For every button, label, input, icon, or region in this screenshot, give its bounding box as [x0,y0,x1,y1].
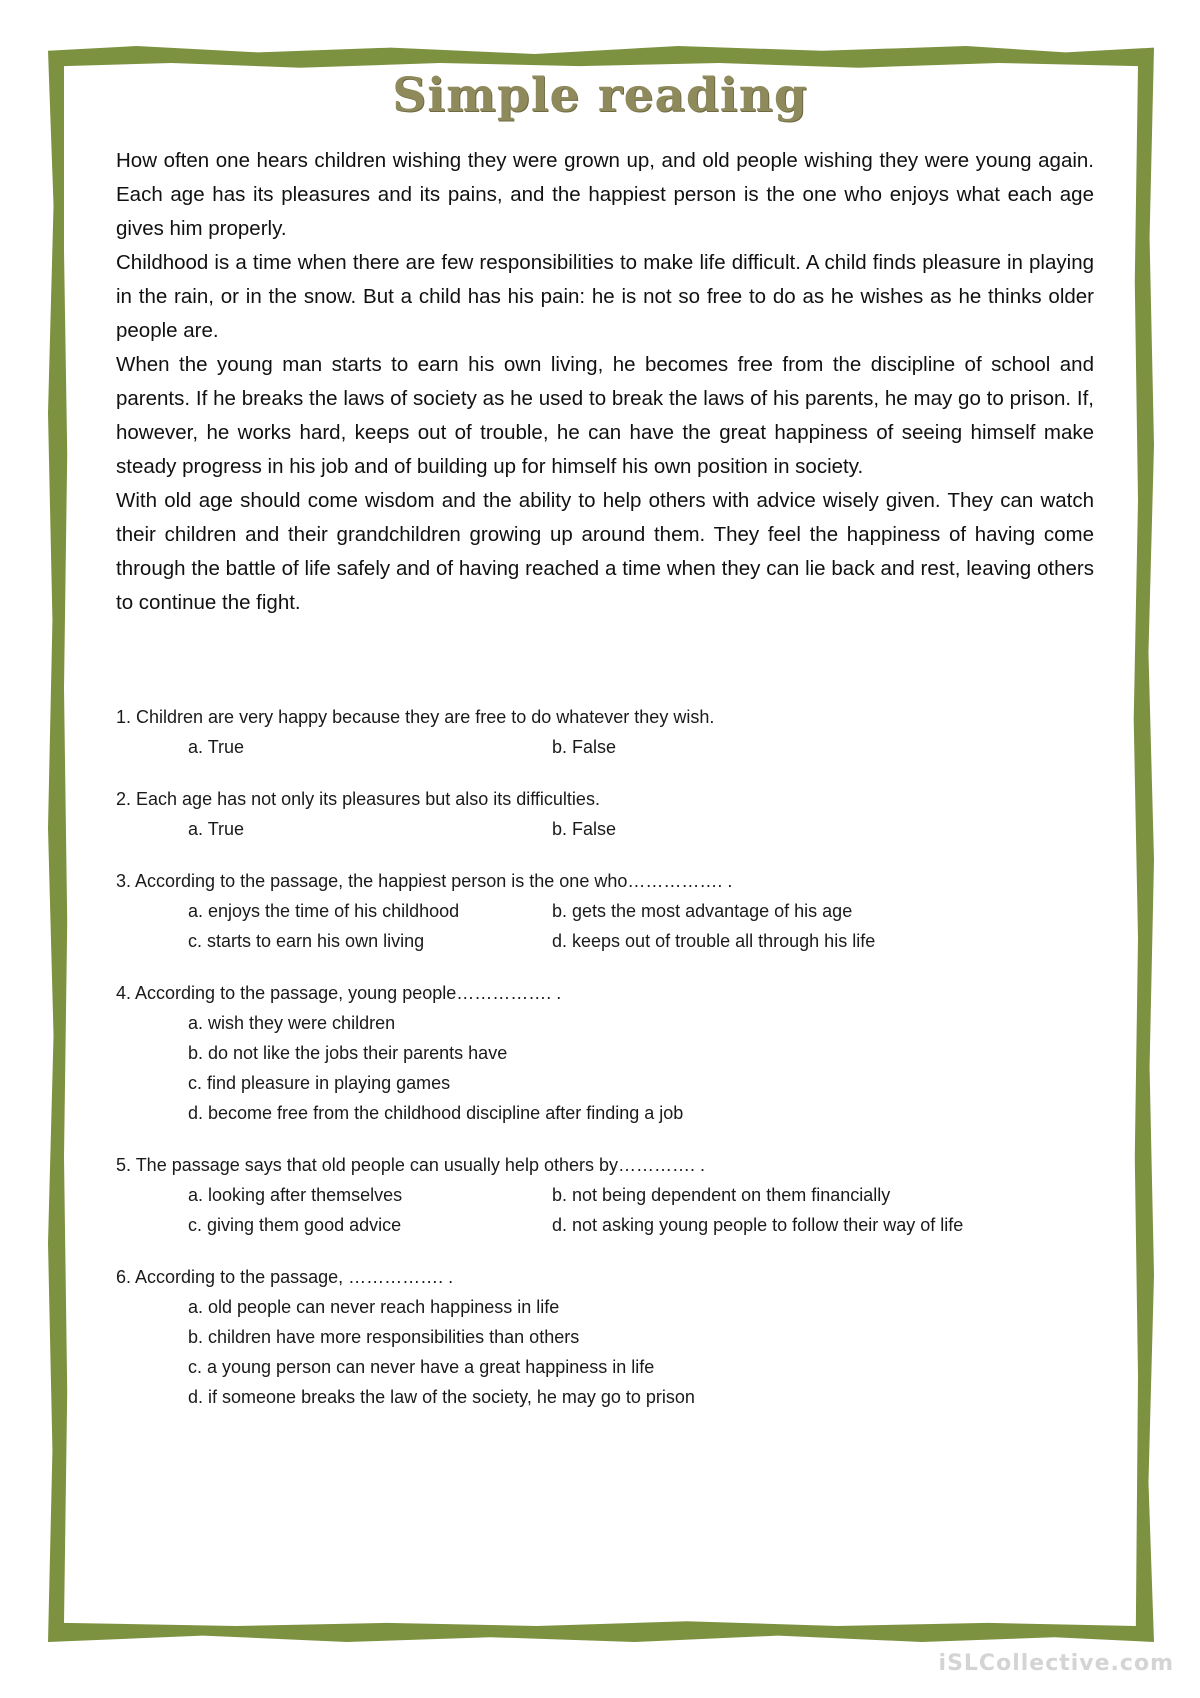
question-4 [116,978,1094,1128]
answer-option: a. wish they were children [188,1013,396,1033]
answer-options [188,732,1094,762]
answer-option: c. starts to earn his own living [188,931,425,951]
answer-option: a. True [188,819,245,839]
question-3 [116,866,1094,956]
question-text: 2. Each age has not only its pleasures but also its difficulties. [116,789,600,809]
answer-option: b. not being dependent on them financially [552,1185,891,1205]
question-text: 1. Children are very happy because they are free to do whatever they wish. [116,707,715,727]
site-watermark: iSLCollective.com [938,1651,1174,1676]
answer-option: a. looking after themselves [188,1185,403,1205]
answer-options [188,1180,1094,1240]
answer-option: d. if someone breaks the law of the society, he may go to prison [188,1387,695,1407]
answer-options [188,1292,1094,1412]
answer-option: c. find pleasure in playing games [188,1073,451,1093]
passage-paragraph: With old age should come wisdom and the ability to help others with advice wisely given. They can watch their children and their grandchildren growing up around them. They feel the happiness of having come through the battle of life safely and of having reached a time when they can lie back and rest, leaving others to continue the fight. [116,489,1094,614]
question-1 [116,702,1094,762]
answer-option: c. giving them good advice [188,1215,402,1235]
answer-option: a. old people can never reach happiness in life [188,1297,560,1317]
answer-option: b. False [552,737,617,757]
answer-option: d. become free from the childhood discipline after finding a job [188,1103,684,1123]
passage-paragraph: How often one hears children wishing they were grown up, and old people wishing they were young again. Each age has its pleasures and its pains, and the happiest person is the one who enjoys what each age gives him properly. [116,149,1094,240]
passage-paragraph: Childhood is a time when there are few responsibilities to make life difficult. A child finds pleasure in playing in the rain, or in the snow. But a child has his pain: he is not so free to do as he wishes as he thinks older people are. [116,251,1094,342]
question-text: 4. According to the passage, young people……………. . [116,983,562,1003]
reading-passage [116,144,1094,620]
answer-option: b. do not like the jobs their parents have [188,1043,508,1063]
answer-option: b. gets the most advantage of his age [552,901,853,921]
answer-option: a. enjoys the time of his childhood [188,901,460,921]
answer-option: c. a young person can never have a great happiness in life [188,1357,655,1377]
answer-option: b. children have more responsibilities than others [188,1327,580,1347]
question-text: 3. According to the passage, the happiest person is the one who……………. . [116,871,733,891]
answer-option: d. keeps out of trouble all through his life [552,931,876,951]
answer-options [188,814,1094,844]
question-list [116,702,1094,1434]
page-title: Simple reading [392,68,808,123]
question-5 [116,1150,1094,1240]
question-6 [116,1262,1094,1412]
question-2 [116,784,1094,844]
answer-options [188,1008,1094,1128]
answer-options [188,896,1094,956]
passage-paragraph: When the young man starts to earn his own living, he becomes free from the discipline of school and parents. If he breaks the laws of society as he used to break the laws of his parents, he may go to prison. If, however, he works hard, keeps out of trouble, he can have the great happiness of seeing himself make steady progress in his job and of building up for himself his own position in society. [116,353,1094,478]
answer-option: d. not asking young people to follow their way of life [552,1215,964,1235]
question-text: 6. According to the passage, ……………. . [116,1267,454,1287]
answer-option: b. False [552,819,617,839]
answer-option: a. True [188,737,245,757]
question-text: 5. The passage says that old people can usually help others by…………. . [116,1155,705,1175]
